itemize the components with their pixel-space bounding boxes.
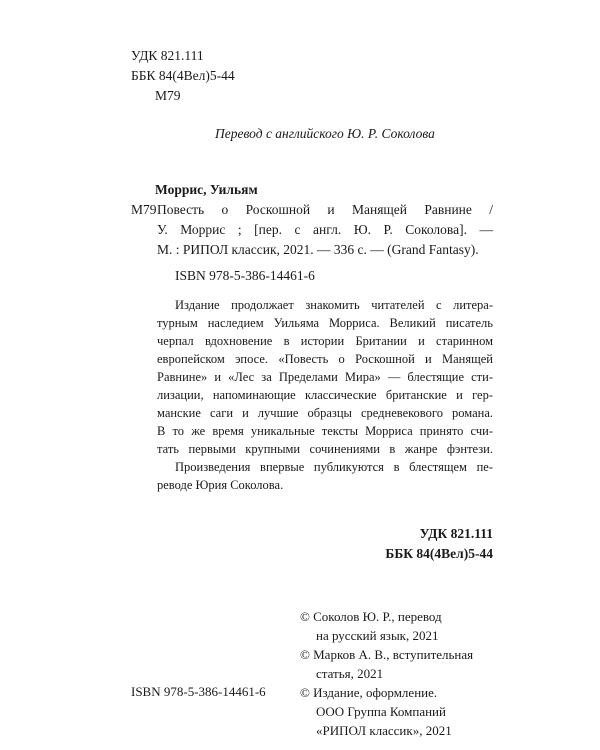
annotation-line: Равнине» и «Лес за Пределами Мира» — блестящие сти- — [157, 370, 493, 384]
bbk-code-bottom: ББК 84(4Вел)5-44 — [385, 546, 493, 561]
annotation-line: манские саги и лучшие образцы средневекового романа. — [157, 406, 493, 420]
copyright-line: © Соколов Ю. Р., перевод — [300, 609, 442, 624]
author-heading: Моррис, Уильям — [155, 182, 258, 197]
copyright-line: статья, 2021 — [316, 666, 384, 681]
annotation-line: Издание продолжает знакомить читателей с литера- — [175, 298, 493, 312]
annotation-line: лизации, напоминающие классические британские и гер- — [157, 388, 493, 402]
annotation-line: тать первыми крупными сочинениями в жанре фэнтези. — [157, 442, 493, 456]
copyright-line: © Издание, оформление. — [300, 685, 438, 700]
annotation-line: черпал вдохновение в истории Британии и старинном — [157, 334, 493, 348]
copyright-line: © Марков А. В., вступительная — [300, 647, 474, 662]
annotation-line: В то же время уникальные тексты Морриса принято счи- — [157, 424, 493, 438]
author-mark-top: М79 — [155, 88, 181, 103]
isbn-bottom: ISBN 978-5-386-14461-6 — [131, 684, 266, 699]
copyright-line: на русский язык, 2021 — [316, 628, 439, 643]
isbn-main: ISBN 978-5-386-14461-6 — [175, 268, 315, 283]
translation-note: Перевод с английского Ю. Р. Соколова — [215, 126, 435, 141]
bib-description-line: У. Моррис ; [пер. с англ. Ю. Р. Соколова]. — — [157, 222, 493, 237]
author-mark-side: М79 — [131, 202, 157, 217]
annotation-line: европейском эпосе. «Повесть о Роскошной и Манящей — [157, 352, 493, 366]
bbk-code-top: ББК 84(4Вел)5-44 — [131, 68, 235, 83]
copyright-line: ООО Группа Компаний — [316, 704, 446, 719]
annotation-line: турным наследием Уильяма Морриса. Великий писатель — [157, 316, 493, 330]
udk-code-bottom: УДК 821.111 — [419, 526, 493, 541]
annotation-line: Произведения впервые публикуются в блестящем пе- — [175, 460, 493, 474]
udk-code-top: УДК 821.111 — [131, 48, 204, 63]
bib-description-line: М. : РИПОЛ классик, 2021. — 336 с. — (Grand Fantasy). — [157, 242, 479, 257]
bib-description-line: Повесть о Роскошной и Манящей Равнине / — [157, 202, 493, 217]
annotation-line: реводе Юрия Соколова. — [157, 478, 284, 492]
copyright-line: «РИПОЛ классик», 2021 — [316, 723, 452, 738]
